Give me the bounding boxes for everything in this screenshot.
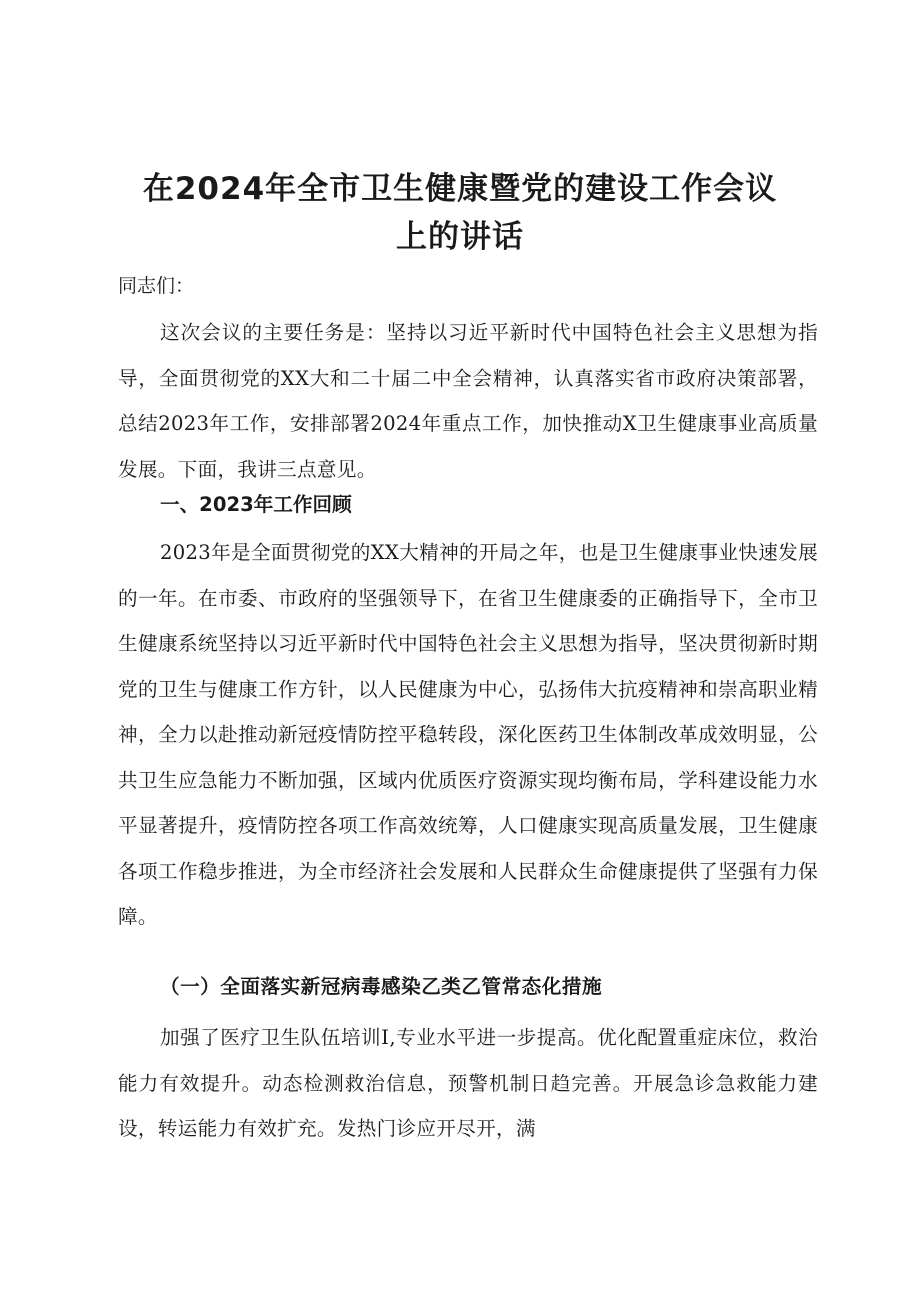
subsection-heading-covid-measures: （一）全面落实新冠病毒感染乙类乙管常态化措施 bbox=[160, 975, 603, 998]
salutation: 同志们： bbox=[118, 275, 195, 297]
work-review-paragraph: 2023年是全面贯彻党的XX大精神的开局之年，也是卫生健康事业快速发展的一年。在市委、市政府的坚强领导下，在省卫生健康委的正确指导下，全市卫生健康系统坚持以习近平新时代中国特色社会主义思想为指导，坚决贯彻新时期党的卫生与健康工作方针，以人民健康为中心，弘扬伟大抗疫精神和崇高职业精神，全力以赴推动新冠疫情防控平稳转段，深化医药卫生体制改革成效明显，公共卫生应急能力不断加强，区域内优质医疗资源实现均衡布局，学科建设能力水平显著提升，疫情防控各项工作高效统筹，人口健康实现高质量发展，卫生健康各项工作稳步推进，为全市经济社会发展和人民群众生命健康提供了坚强有力保障。 bbox=[118, 541, 818, 928]
document-title-line-1: 在2024年全市卫生健康暨党的建设工作会议 bbox=[142, 171, 778, 207]
intro-paragraph: 这次会议的主要任务是：坚持以习近平新时代中国特色社会主义思想为指导，全面贯彻党的XX大和二十届二中全会精神，认真落实省市政府决策部署，总结2023年工作，安排部署2024年重点工作，加快推动X卫生健康事业高质量发展。下面，我讲三点意见。 bbox=[118, 321, 818, 481]
document-title-line-2: 上的讲话 bbox=[396, 219, 524, 255]
covid-measures-paragraph: 加强了医疗卫生队伍培训Ⅰ,专业水平进一步提高。优化配置重症床位，救治能力有效提升。动态检测救治信息，预警机制日趋完善。开展急诊急救能力建设，转运能力有效扩充。发热门诊应开尽开，满 bbox=[118, 1026, 818, 1140]
section-heading-work-review: 一、2023年工作回顾 bbox=[160, 493, 352, 516]
